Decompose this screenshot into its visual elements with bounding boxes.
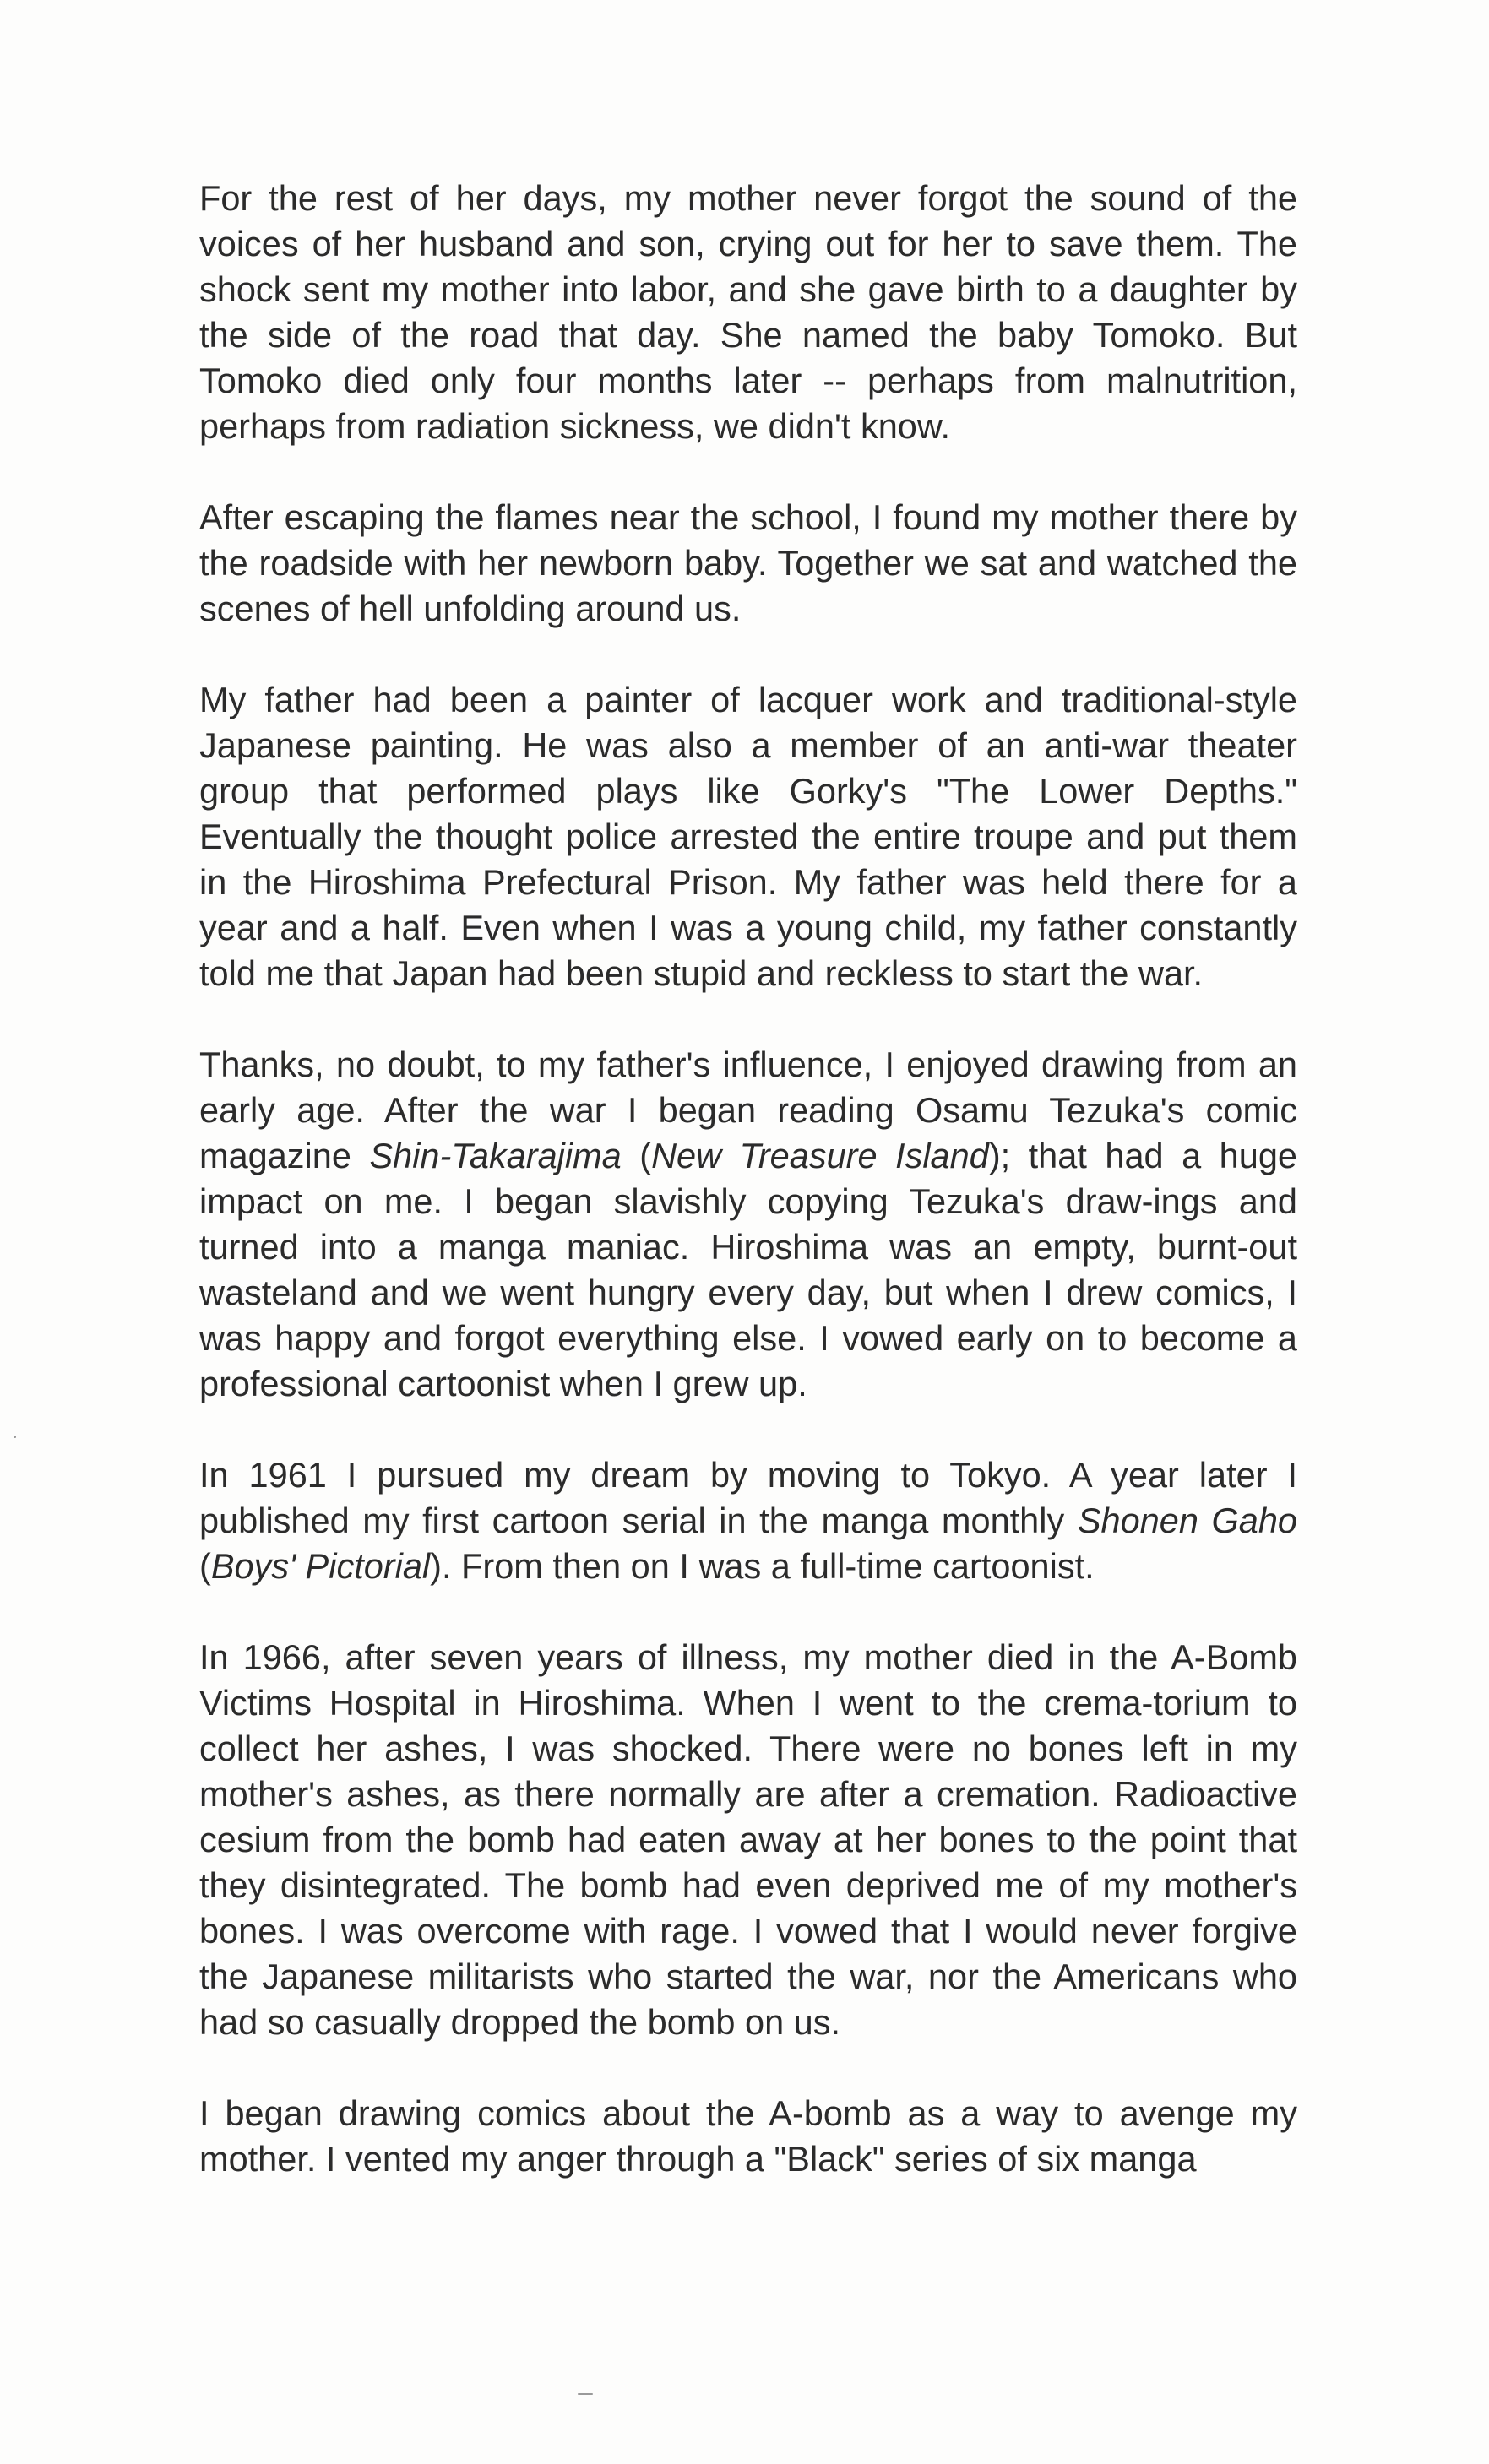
paragraph-a-bomb-comics xyxy=(199,2091,1297,2182)
paragraph-text: ); that had a huge impact on me. I began slavishly copying Tezuka's draw-ings and turned into a manga maniac. Hiroshima was an empty, burnt-out wasteland and we went hungry every day, but when I drew comics, I was happy and forgot everything else. I vowed early on to become a professional cartoonist when I grew up. xyxy=(199,1136,1297,1403)
paragraph-text: ). From then on I was a full-time cartoonist. xyxy=(430,1546,1095,1586)
paragraph-text: In 1966, after seven years of illness, my mother died in the A-Bomb Victims Hospital in Hiroshima. When I went to the crema-torium to collect her ashes, I was shocked. There were no bones left in my mother's ashes, as there normally are after a cremation. Radioactive cesium from the bomb had eaten away at her bones to the point that they disintegrated. The bomb had even deprived me of my mother's bones. I was overcome with rage. I vowed that I would never forgive the Japanese militarists who started the war, nor the Americans who had so casually dropped the bomb on us. xyxy=(199,1637,1297,2042)
paragraph-text: After escaping the flames near the school, I found my mother there by the roadside with her newborn baby. Together we sat and watched the scenes of hell unfolding around us. xyxy=(199,497,1297,628)
paragraph-tokyo xyxy=(199,1452,1297,1589)
magazine-title-translation: Boys' Pictorial xyxy=(210,1546,431,1586)
paragraph-text: Thanks, no doubt, to my father's influence, I enjoyed drawing from an early age. After the war I began reading Osamu Tezuka's comic magazine xyxy=(199,1045,1297,1175)
paragraph-mother-death xyxy=(199,1635,1297,2045)
magazine-title-translation: New Treasure Island xyxy=(651,1136,989,1175)
body-text xyxy=(199,176,1297,2182)
paragraph-text: My father had been a painter of lacquer work and traditional-style Japanese painting. He was also a member of an anti-war theater group that performed plays like Gorky's "The Lower Depths." Eventually the thought police arrested the entire troupe and put them in the Hiroshima Prefectural Prison. My father was held there for a year and a half. Even when I was a young child, my father constantly told me that Japan had been stupid and reckless to start the war. xyxy=(199,680,1297,993)
magazine-title: Shonen Gaho xyxy=(1077,1501,1297,1540)
paragraph-text: For the rest of her days, my mother never forgot the sound of the voices of her husband and son, crying out for her to save them. The shock sent my mother into labor, and she gave birth to a daughter by the side of the road that day. She named the baby Tomoko. But Tomoko died only four months later -- perhaps from malnutrition, perhaps from radiation sickness, we didn't know. xyxy=(199,178,1297,446)
paragraph-roadside xyxy=(199,495,1297,632)
scan-speck xyxy=(14,1436,16,1438)
paragraph-drawing xyxy=(199,1042,1297,1407)
paragraph-birth-of-tomoko xyxy=(199,176,1297,449)
paragraph-text: ( xyxy=(621,1136,652,1175)
paragraph-text: In 1961 I pursued my dream by moving to Tokyo. A year later I published my first cartoon serial in the manga monthly xyxy=(199,1455,1297,1540)
paragraph-text: I began drawing comics about the A-bomb as a way to avenge my mother. I vented my anger through a "Black" series of six manga xyxy=(199,2093,1297,2179)
paragraph-father xyxy=(199,677,1297,996)
paragraph-text: ( xyxy=(199,1546,211,1586)
scan-speck xyxy=(578,2393,593,2395)
magazine-title: Shin-Takarajima xyxy=(369,1136,622,1175)
